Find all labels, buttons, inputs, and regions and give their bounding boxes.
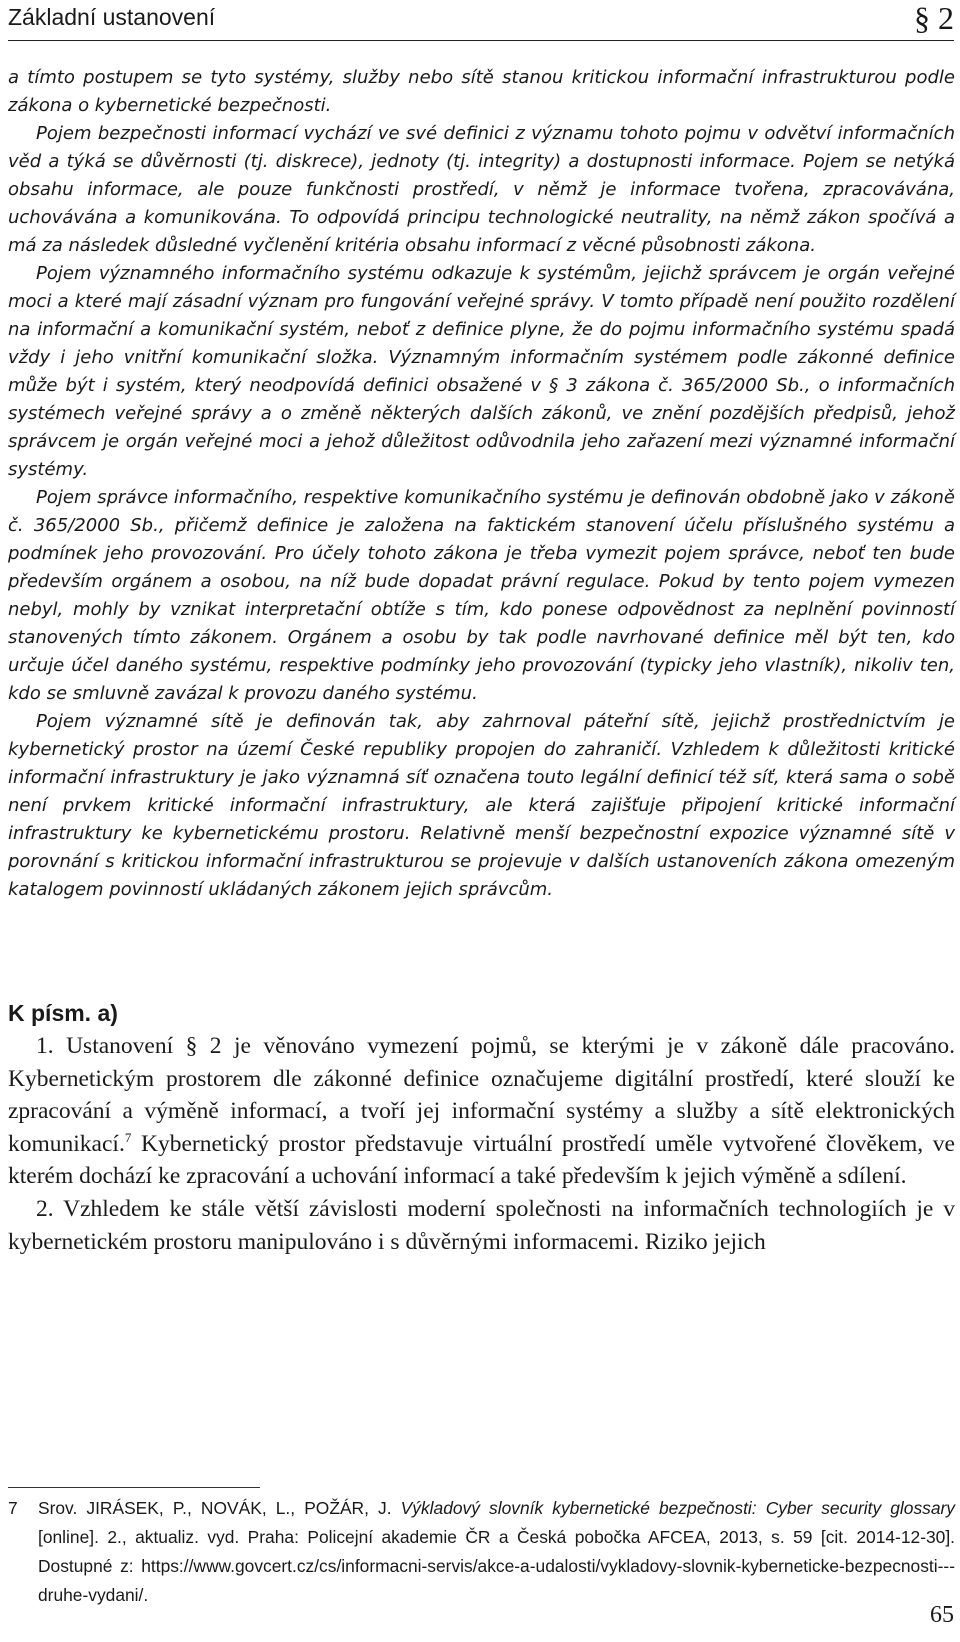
commentary-paragraph: a tímto postupem se tyto systémy, služby nebo sítě stanou kritickou informační infrastrukturou podle zákona o kybernetické bezpečnosti.	[8, 67, 955, 116]
header-section-number: § 2	[914, 0, 954, 36]
commentary-paragraph: Pojem významného informačního systému odkazuje k systémům, jejichž správcem je orgán veřejné moci a které mají zásadní význam pro fungování veřejné správy. V tomto případě není použito rozdělení na informační a komunikační systém, neboť z definice plyne, že do pojmu informačního systému spadá vždy i jeho vnitřní komunikační složka. Významným informačním systémem podle zákonné definice může být i systém, který neodpovídá definici obsažené v § 3 zákona č. 365/2000 Sb., o informačních systémech veřejné správy a o změně některých dalších zákonů, ve znění pozdějších předpisů, jehož správcem je orgán veřejné moci a jehož důležitost odůvodnila jeho zařazení mezi významné informační systémy.	[8, 263, 955, 480]
section-heading: K písm. a)	[8, 1000, 118, 1026]
body-text-span: Kybernetický prostor představuje virtuální prostředí uměle vytvořené člověkem, ve kterém dochází ke zpracování a uchování informací a také především k jejich výměně a sdílení.	[8, 1130, 955, 1190]
commentary-block	[8, 64, 955, 904]
footnote-text-span: [online]. 2., aktualiz. vyd. Praha: Policejní akademie ČR a Česká pobočka AFCEA, 2013, s. 59 [cit. 2014-12-30]. Dostupné z: https://www.govcert.cz/cs/informacni-servis/akce-a-udalosti/vykladovy-slovnik-kyberneticke-bezpecnosti---druhe-vydani/.	[38, 1527, 955, 1605]
commentary-paragraph: Pojem bezpečnosti informací vychází ve své definici z významu tohoto pojmu v odvětví informačních věd a týká se důvěrnosti (tj. diskrece), jednoty (tj. integrity) a dostupnosti informace. Pojem se netýká obsahu informace, ale pouze funkčnosti prostředí, v němž je informace tvořena, zpracovávána, uchovávána a komunikována. To odpovídá principu technologické neutrality, na němž zákon spočívá a má za následek důsledné vyčlenění kritéria obsahu informací z věcné působnosti zákona.	[8, 123, 955, 256]
footnote-work-title: Výkladový slovník kybernetické bezpečnosti: Cyber security glossary	[400, 1498, 955, 1518]
running-header	[8, 0, 954, 41]
footnote-number: 7	[8, 1498, 18, 1518]
footnote	[8, 1494, 955, 1610]
footnote-reference[interactable]: 7	[124, 1129, 132, 1145]
footnote-divider	[8, 1487, 260, 1488]
body-text-span: 1. Ustanovení § 2 je věnováno vymezení pojmů, se kterými je v zákoně dále pracováno. Kybernetickým prostorem dle zákonné definice označujeme digitální prostředí, které slouží ke zpracování a výměně informací, a tvoří jej informační systémy a služby a sítě elektronických komunikací.	[8, 1033, 955, 1157]
body-paragraph: 2. Vzhledem ke stále větší závislosti moderní společnosti na informačních technologiích je v kybernetickém prostoru manipulováno i s důvěrnými informacemi. Riziko jejich	[8, 1195, 955, 1255]
commentary-paragraph: Pojem významné sítě je definován tak, aby zahrnoval páteřní sítě, jejichž prostřednictvím je kybernetický prostor na území České republiky propojen do zahraničí. Vzhledem k důležitosti kritické informační infrastruktury je jako významná síť označena touto legální definicí též síť, která sama o sobě není prvkem kritické informační infrastruktury, ale která zajišťuje připojení kritické informační infrastruktury ke kybernetickému prostoru. Relativně menší bezpečnostní expozice významné sítě v porovnání s kritickou informační infrastrukturou se projevuje v dalších ustanoveních zákona omezeným katalogem povinností ukládaných zákonem jejich správcům.	[8, 711, 955, 900]
footnote-text	[38, 1494, 955, 1610]
commentary-paragraph: Pojem správce informačního, respektive komunikačního systému je definován obdobně jako v zákoně č. 365/2000 Sb., přičemž definice je založena na faktickém stanovení účelu příslušného systému a podmínek jeho provozování. Pro účely tohoto zákona je třeba vymezit pojem správce, neboť ten bude především orgánem a osobou, na níž bude dopadat právní regulace. Pokud by tento pojem vymezen nebyl, mohly by vznikat interpretační obtíže s tím, kdo ponese odpovědnost za neplnění povinností stanovených tímto zákonem. Orgánem a osobu by tak podle navrhované definice měl být ten, kdo určuje účel daného systému, respektive podmínky jeho provozování (typicky jeho vlastník), nikoliv ten, kdo se smluvně zavázal k provozu daného systému.	[8, 487, 955, 704]
footnote-text-span: Srov. JIRÁSEK, P., NOVÁK, L., POŽÁR, J.	[38, 1498, 401, 1518]
body-paragraph	[8, 1030, 955, 1193]
page-number: 65	[930, 1602, 954, 1628]
header-title: Základní ustanovení	[8, 4, 216, 30]
body-text	[8, 1030, 955, 1258]
